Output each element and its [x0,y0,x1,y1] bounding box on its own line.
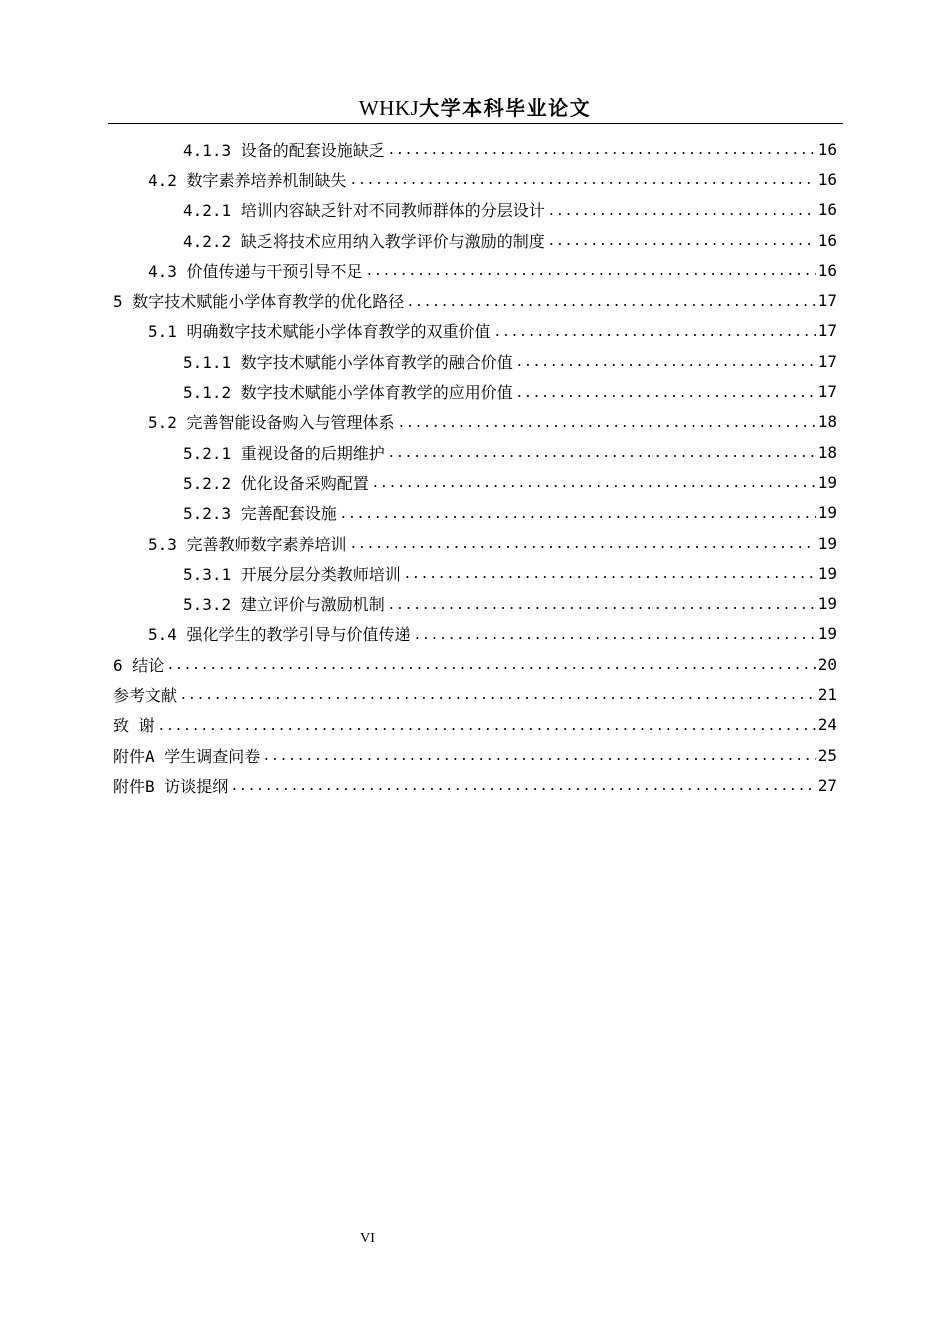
toc-dot-leader [230,778,815,792]
toc-dot-leader [547,233,816,247]
toc-entry[interactable] [0,528,950,558]
toc-entry-title: 4.2 数字素养培养机制缺失 [148,170,347,190]
toc-entry-page-number: 17 [817,351,837,371]
toc-entry-page-number: 19 [817,503,837,523]
toc-entry[interactable] [0,619,950,649]
toc-entry-title: 参考文献 [113,685,178,705]
toc-dot-leader [262,748,815,762]
toc-entry-title: 5.2.3 完善配套设施 [183,504,337,524]
table-of-contents [0,134,950,801]
toc-entry-page-number: 19 [817,624,837,644]
toc-entry[interactable] [0,164,950,194]
toc-dot-leader [406,294,815,308]
toc-entry[interactable] [0,376,950,406]
toc-entry-title: 5.4 强化学生的教学引导与价值传递 [148,625,411,645]
toc-entry-page-number: 24 [817,715,837,735]
toc-entry-page-number: 20 [817,654,837,674]
toc-entry[interactable] [0,498,950,528]
toc-dot-leader [515,354,816,368]
toc-entry-title: 5.3 完善教师数字素养培训 [148,534,347,554]
toc-entry-title: 5.3.2 建立评价与激励机制 [183,595,385,615]
toc-dot-leader [349,536,816,550]
toc-entry-title: 4.3 价值传递与干预引导不足 [148,261,363,281]
toc-entry-page-number: 18 [817,442,837,462]
toc-entry-page-number: 17 [817,382,837,402]
toc-entry[interactable] [0,437,950,467]
toc-dot-leader [339,506,816,520]
toc-dot-leader [371,475,816,489]
toc-dot-leader [413,627,816,641]
toc-entry-title: 5 数字技术赋能小学体育教学的优化路径 [113,292,405,312]
toc-entry-title: 5.1.1 数字技术赋能小学体育教学的融合价值 [183,352,513,372]
toc-entry-page-number: 27 [817,775,837,795]
toc-dot-leader [397,415,816,429]
toc-entry-page-number: 19 [817,563,837,583]
toc-entry-page-number: 16 [817,200,837,220]
toc-dot-leader [387,142,816,156]
header-rule [108,123,843,124]
toc-entry[interactable] [0,467,950,497]
toc-entry-page-number: 19 [817,472,837,492]
toc-entry-page-number: 25 [817,745,837,765]
toc-entry-page-number: 16 [817,169,837,189]
toc-entry-page-number: 16 [817,230,837,250]
toc-entry-page-number: 18 [817,412,837,432]
toc-entry-title: 4.2.1 培训内容缺乏针对不同教师群体的分层设计 [183,201,545,221]
toc-entry-page-number: 16 [817,260,837,280]
toc-entry-title: 附件B 访谈提纲 [113,776,229,796]
toc-dot-leader [166,657,815,671]
toc-entry[interactable] [0,134,950,164]
toc-entry-title: 附件A 学生调查问卷 [113,746,261,766]
toc-dot-leader [547,203,816,217]
toc-entry[interactable] [0,316,950,346]
toc-dot-leader [515,385,816,399]
toc-entry[interactable] [0,710,950,740]
toc-dot-leader [349,172,816,186]
toc-entry-title: 5.1.2 数字技术赋能小学体育教学的应用价值 [183,383,513,403]
toc-entry[interactable] [0,740,950,770]
toc-entry-title: 5.2 完善智能设备购入与管理体系 [148,413,395,433]
toc-dot-leader [157,718,816,732]
toc-dot-leader [365,263,816,277]
header-university-code: WHKJ [358,96,420,120]
toc-entry[interactable] [0,285,950,315]
toc-entry-page-number: 19 [817,594,837,614]
toc-entry[interactable] [0,346,950,376]
toc-entry[interactable] [0,255,950,285]
toc-entry-title: 4.1.3 设备的配套设施缺乏 [183,140,385,160]
toc-entry-page-number: 17 [817,291,837,311]
toc-entry[interactable] [0,770,950,800]
toc-entry-title: 5.1 明确数字技术赋能小学体育教学的双重价值 [148,322,491,342]
toc-entry-title: 5.2.1 重视设备的后期维护 [183,443,385,463]
running-header [108,94,842,122]
toc-entry-title: 4.2.2 缺乏将技术应用纳入教学评价与激励的制度 [183,231,545,251]
toc-entry[interactable] [0,588,950,618]
header-thesis-title: 大学本科毕业论文 [419,96,592,120]
page-number: VI [360,1231,375,1246]
toc-entry[interactable] [0,679,950,709]
toc-entry-page-number: 17 [817,321,837,341]
toc-entry-page-number: 19 [817,533,837,553]
toc-dot-leader [493,324,816,338]
toc-entry[interactable] [0,407,950,437]
toc-entry[interactable] [0,649,950,679]
toc-entry-title: 6 结论 [113,655,165,675]
toc-entry[interactable] [0,195,950,225]
toc-dot-leader [179,687,816,701]
toc-entry[interactable] [0,225,950,255]
toc-entry-title: 5.3.1 开展分层分类教师培训 [183,564,401,584]
toc-entry-title: 致 谢 [113,716,155,736]
toc-dot-leader [387,445,816,459]
toc-entry-page-number: 21 [817,684,837,704]
toc-entry-title: 5.2.2 优化设备采购配置 [183,473,369,493]
toc-dot-leader [403,566,816,580]
toc-entry[interactable] [0,558,950,588]
toc-dot-leader [387,597,816,611]
toc-entry-page-number: 16 [817,139,837,159]
